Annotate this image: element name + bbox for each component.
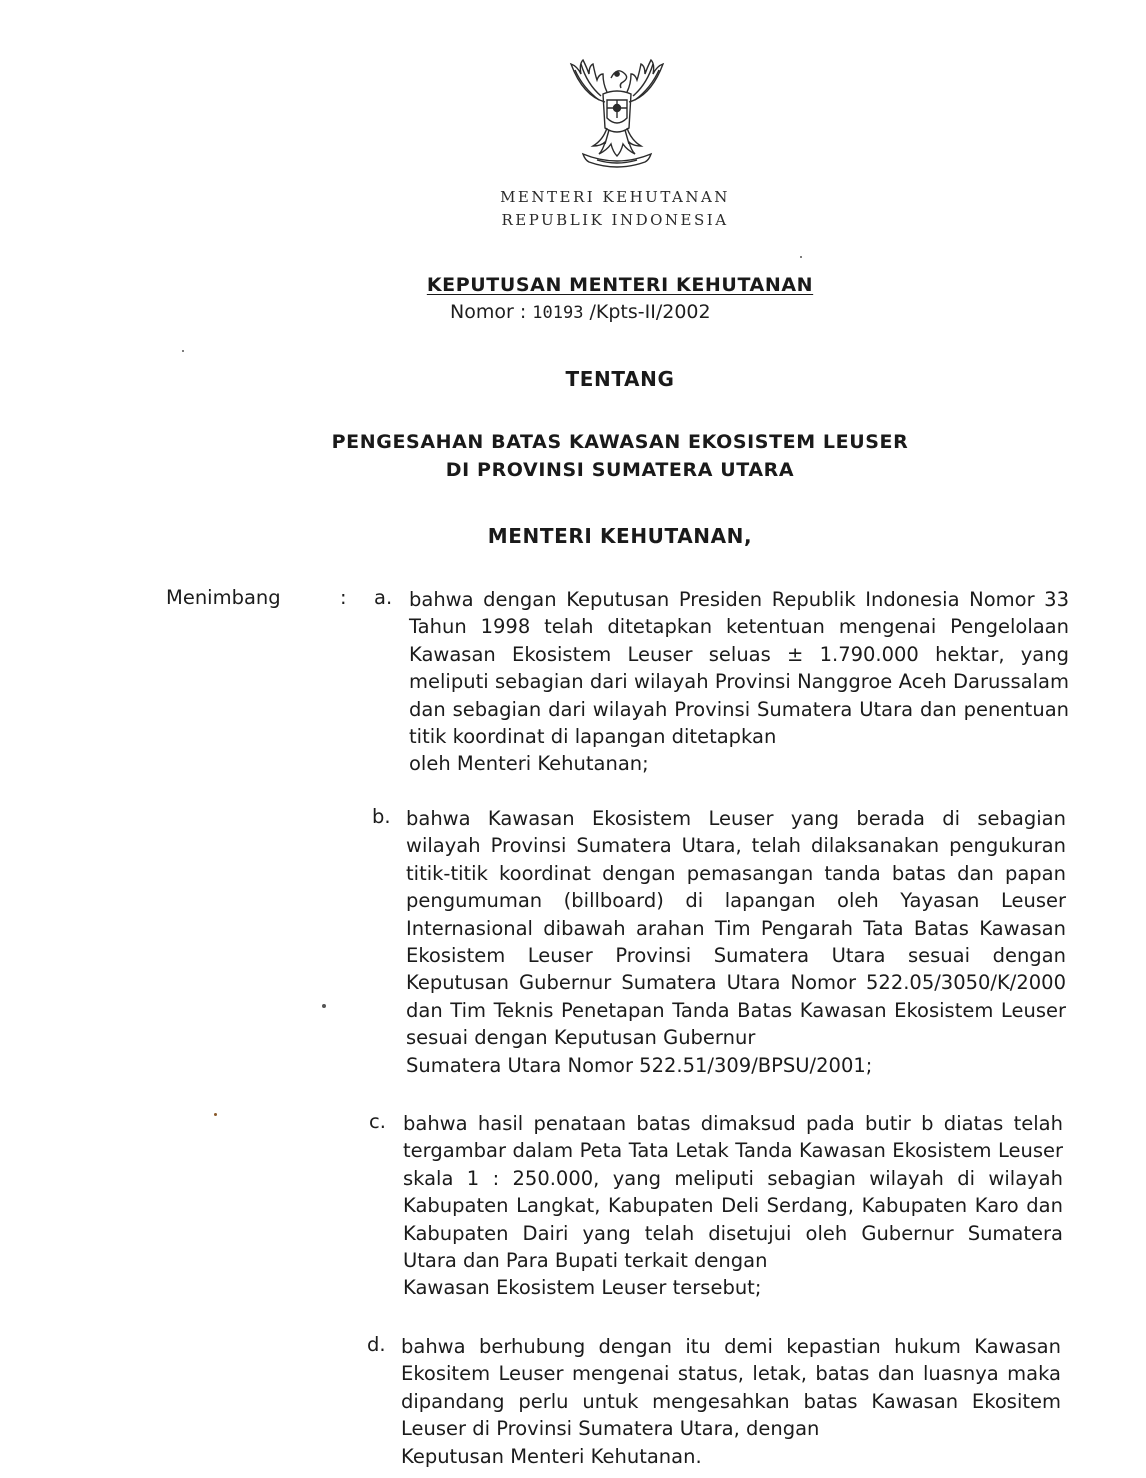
tentang-heading: TENTANG (565, 367, 675, 391)
item-a-text (409, 586, 1069, 778)
item-c-text (403, 1110, 1063, 1302)
item-b-text (406, 805, 1066, 1079)
item-c-last-line: Kawasan Ekosistem Leuser tersebut; (403, 1276, 762, 1300)
scan-speck (800, 256, 802, 258)
item-a-letter: a. (374, 586, 393, 609)
considerations-colon: : (340, 586, 347, 609)
scan-speck (214, 1113, 217, 1116)
subject-line-2: DI PROVINSI SUMATERA UTARA (445, 459, 795, 481)
item-a-body: bahwa dengan Keputusan Presiden Republik Indonesia Nomor 33 Tahun 1998 telah ditetapkan ketentuan mengenai Pengelolaan Kawasan Ekosistem Leuser seluas ± 1.790.000 hektar, yang meliputi sebagian dari wilayah Provinsi Nanggroe Aceh Darussalam dan sebagian dari wilayah Provinsi Sumatera Utara dan penentuan titik koordinat di lapangan ditetapkan (409, 588, 1069, 749)
item-a-last-line: oleh Menteri Kehutanan; (409, 752, 649, 776)
item-c-letter: c. (369, 1110, 386, 1133)
issuer-heading: MENTERI KEHUTANAN, (487, 524, 753, 548)
item-d-letter: d. (367, 1333, 386, 1356)
item-d-body: bahwa berhubung dengan itu demi kepastian hukum Kawasan Ekositem Leuser mengenai status, letak, batas dan luasnya maka dipandang perlu untuk mengesahkan batas Kawasan Ekositem Leuser di Provinsi Sumatera Utara, dengan (401, 1335, 1061, 1441)
scan-speck (322, 1004, 326, 1008)
item-d-text (401, 1333, 1061, 1470)
garuda-emblem-icon (553, 50, 681, 178)
item-b-last-line: Sumatera Utara Nomor 522.51/309/BPSU/2001; (406, 1053, 873, 1077)
subject-line-1: PENGESAHAN BATAS KAWASAN EKOSISTEM LEUSER (331, 431, 909, 453)
item-c-body: bahwa hasil penataan batas dimaksud pada butir b diatas telah tergambar dalam Peta Tata Letak Tanda Kawasan Ekosistem Leuser skala 1 : 250.000, yang meliputi sebagian wilayah di wilayah Kabupaten Langkat, Kabupaten Deli Serdang, Kabupaten Karo dan Kabupaten Dairi yang telah disetujui oleh Gubernur Sumatera Utara dan Para Bupati terkait dengan (403, 1112, 1063, 1273)
number-prefix: Nomor : (450, 301, 527, 323)
item-b-letter: b. (372, 805, 391, 828)
item-d-last-line: Keputusan Menteri Kehutanan. (401, 1444, 702, 1468)
decision-number (450, 301, 711, 323)
decision-title: KEPUTUSAN MENTERI KEHUTANAN (426, 274, 814, 296)
ministry-name: MENTERI KEHUTANAN (500, 188, 730, 206)
number-suffix: /Kpts-II/2002 (589, 301, 711, 323)
considerations-label: Menimbang (166, 586, 281, 609)
country-name: REPUBLIK INDONESIA (501, 211, 729, 229)
number-value: 10193 (532, 303, 584, 323)
item-b-body: bahwa Kawasan Ekosistem Leuser yang berada di sebagian wilayah Provinsi Sumatera Utara, telah dilaksanakan pengukuran titik-titik koordinat dengan pemasangan tanda batas dan papan pengumuman (billboard) di lapangan oleh Yayasan Leuser Internasional dibawah arahan Tim Pengarah Tata Batas Kawasan Ekosistem Leuser Provinsi Sumatera Utara sesuai dengan Keputusan Gubernur Sumatera Utara Nomor 522.05/3050/K/2000 dan Tim Teknis Penetapan Tanda Batas Kawasan Ekosistem Leuser sesuai dengan Keputusan Gubernur (406, 807, 1066, 1050)
scan-speck (182, 350, 184, 352)
